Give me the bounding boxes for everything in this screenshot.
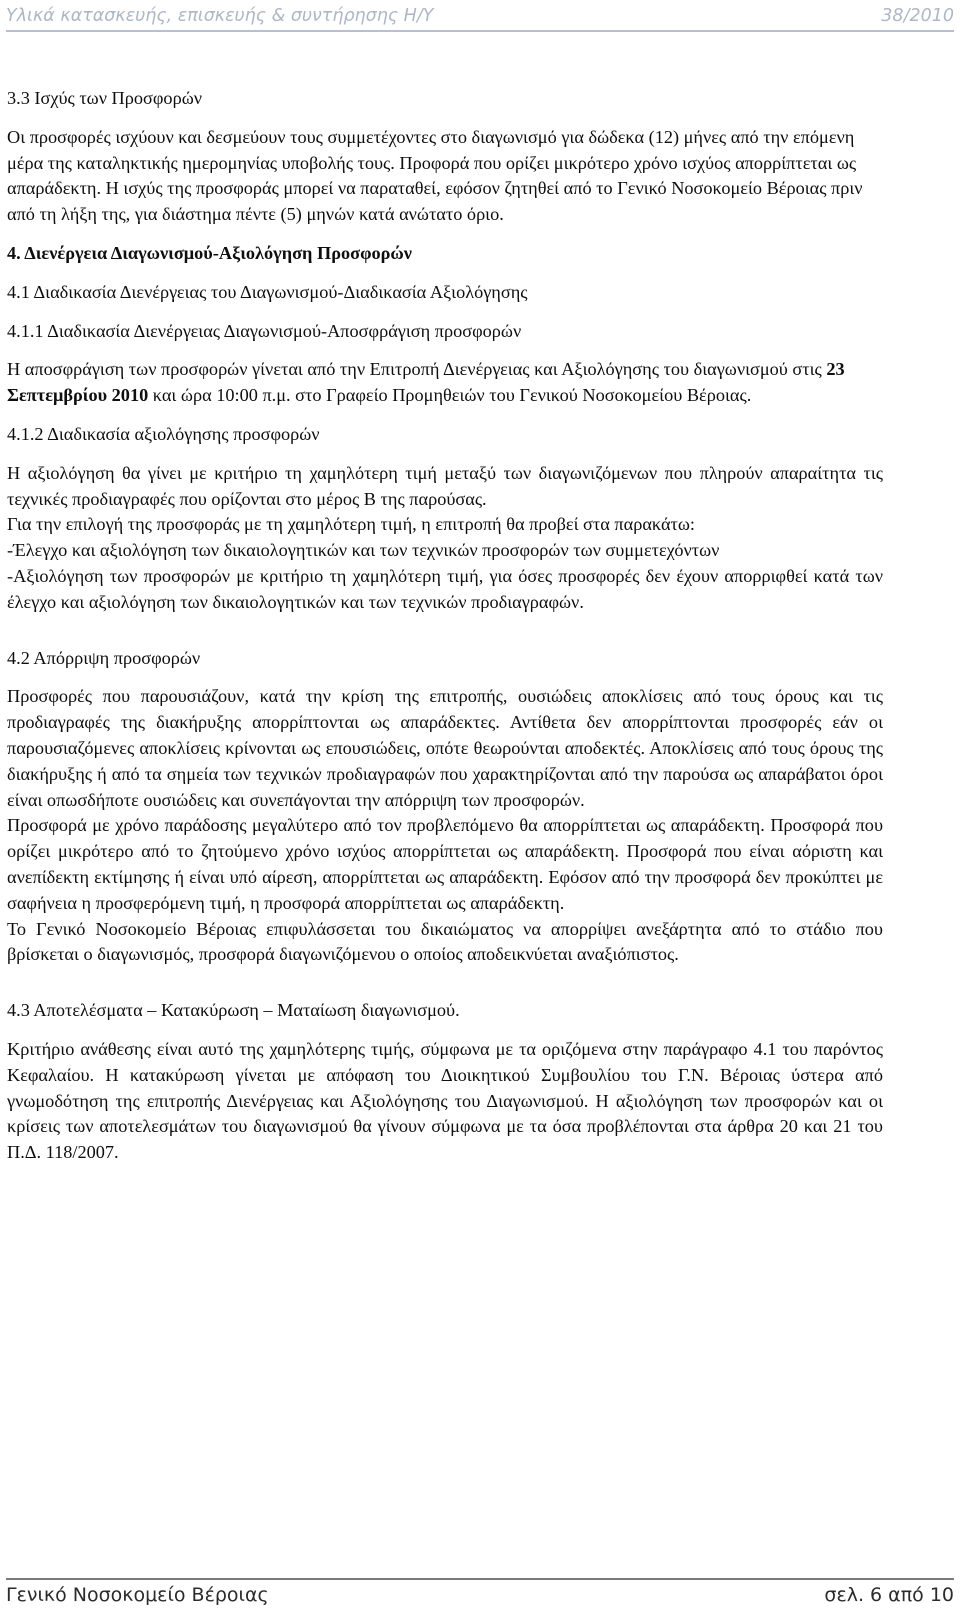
- header-title: Υλικά κατασκευής, επισκευής & συντήρησης Η/Υ: [6, 6, 434, 26]
- body-text-before-date: Η αποσφράγιση των προσφορών γίνεται από την Επιτροπή Διενέργειας και Αξιολόγησης του διαγωνισμού στις: [7, 359, 827, 380]
- footer-organization: Γενικό Νοσοκομείο Βέροιας: [6, 1584, 269, 1606]
- section-4-1-heading: 4.1 Διαδικασία Διενέργειας του Διαγωνισμού-Διαδικασία Αξιολόγησης: [7, 281, 528, 302]
- section-3-3-body: Οι προσφορές ισχύουν και δεσμεύουν τους συμμετέχοντες στο διαγωνισμό για δώδεκα (12) μήνες από την επόμενη μέρα της καταληκτικής ημερομηνίας υποβολής τους. Προφορά που ορίζει μικρότερο χρόνο ισχύος απορρίπτεται ως απαράδεκτη. Η ισχύς της προσφοράς μπορεί να παραταθεί, εφόσον ζητηθεί από το Γενικό Νοσοκομείο Βέροιας πριν από τη λήξη της, για διάστημα πέντε (5) μηνών κατά ανώτατο όριο.: [7, 126, 863, 225]
- page-header: [6, 2, 954, 32]
- page-footer: [6, 1578, 954, 1610]
- section-4-2-paragraph-2: Προσφορά με χρόνο παράδοσης μεγαλύτερο από τον προβλεπόμενο θα απορρίπτεται ως απαράδεκτη. Προσφορά που ορίζει μικρότερο από το ζητούμενο χρόνο ισχύος απορρίπτεται ως απαράδεκτη. Προσφορά που είναι αόριστη και ανεπίδεκτη εκτίμησης ή είναι υπό αίρεση, απορρίπτεται ως απαράδεκτη. Εφόσον από την προσφορά δεν προκύπτει με σαφήνεια η προσφερόμενη τιμή, η προσφορά απορρίπτεται ως απαράδεκτη.: [7, 815, 883, 913]
- section-4-3-heading: 4.3 Αποτελέσματα – Κατακύρωση – Ματαίωση διαγωνισμού.: [7, 1000, 460, 1021]
- section-3-3-heading: 3.3 Ισχύς των Προσφορών: [7, 88, 202, 108]
- section-4-1-1-heading: 4.1.1 Διαδικασία Διενέργειας Διαγωνισμού-Αποσφράγιση προσφορών: [7, 320, 522, 341]
- section-4-3-body: Κριτήριο ανάθεσης είναι αυτό της χαμηλότερης τιμής, σύμφωνα με τα οριζόμενα στην παράγραφο 4.1 του παρόντος Κεφαλαίου. Η κατακύρωση γίνεται με απόφαση του Διοικητικού Συμβουλίου του Γ.Ν. Βέροιας ύστερα από γνωμοδότηση της επιτροπής Διενέργειας και Αξιολόγησης του Διαγωνισμού. Η αξιολόγηση των προσφορών και οι κρίσεις των αποτελεσμάτων του διαγωνισμού θα γίνουν σύμφωνα με τα όσα προβλέπονται στα άρθρα 20 και 21 του Π.Δ. 118/2007.: [7, 1038, 883, 1163]
- section-4-2-heading: 4.2 Απόρριψη προσφορών: [7, 647, 201, 668]
- section-4-1-2-item-1: -Έλεγχο και αξιολόγηση των δικαιολογητικών και των τεχνικών προσφορών των συμμετεχόντων: [7, 540, 720, 561]
- footer-page-number: σελ. 6 από 10: [824, 1584, 954, 1606]
- header-number: 38/2010: [881, 6, 954, 26]
- section-4-1-2-paragraph-2: Για την επιλογή της προσφοράς με τη χαμηλότερη τιμή, η επιτροπή θα προβεί στα παρακάτω:: [7, 514, 696, 535]
- section-4-1-1-body: [7, 357, 883, 409]
- section-4-2-paragraph-3: Το Γενικό Νοσοκομείο Βέροιας επιφυλάσσεται του δικαιώματος να απορρίψει ανεξάρτητα από το στάδιο που βρίσκεται ο διαγωνισμός, προσφορά διαγωνιζόμενου ο οποίος αποδεικνύεται αναξιόπιστος.: [7, 918, 883, 965]
- document-body: [7, 86, 883, 1166]
- opening-date: 23 Σεπτεμβρίου 2010: [7, 359, 845, 406]
- section-4-2-paragraph-1: Προσφορές που παρουσιάζουν, κατά την κρίση της επιτροπής, ουσιώδεις αποκλίσεις από τους όρους και τις προδιαγραφές της διακήρυξης απορρίπτονται ως απαράδεκτες. Αντίθετα δεν απορρίπτονται προσφορές εάν οι παρουσιαζόμενες αποκλίσεις κρίνονται ως επουσιώδεις, οπότε θεωρούνται αποδεκτές. Αποκλίσεις από τους όρους της διακήρυξης ή από τα σημεία των τεχνικών προδιαγραφών που χαρακτηρίζονται από την παρούσα ως απαράβατοι όροι είναι οπωσδήποτε ουσιώδεις και συνεπάγονται την απόρριψη των προσφορών.: [7, 686, 883, 810]
- section-4-1-2-heading: 4.1.2 Διαδικασία αξιολόγησης προσφορών: [7, 423, 320, 444]
- section-4-heading: 4. Διενέργεια Διαγωνισμού-Αξιολόγηση Προσφορών: [7, 242, 412, 263]
- section-4-1-2-item-2: -Αξιολόγηση των προσφορών με κριτήριο τη χαμηλότερη τιμή, για όσες προσφορές δεν έχουν απορριφθεί κατά των έλεγχο και αξιολόγηση των δικαιολογητικών και των τεχνικών προδιαγραφών.: [7, 565, 883, 612]
- section-4-1-2-paragraph-1: Η αξιολόγηση θα γίνει με κριτήριο τη χαμηλότερη τιμή μεταξύ των διαγωνιζόμενων που πληρούν απαραίτητα τις τεχνικές προδιαγραφές που ορίζονται στο μέρος Β της παρούσας.: [7, 462, 883, 509]
- body-text-after-date: και ώρα 10:00 π.μ. στο Γραφείο Προμηθειών του Γενικού Νοσοκομείου Βέροιας.: [148, 385, 752, 406]
